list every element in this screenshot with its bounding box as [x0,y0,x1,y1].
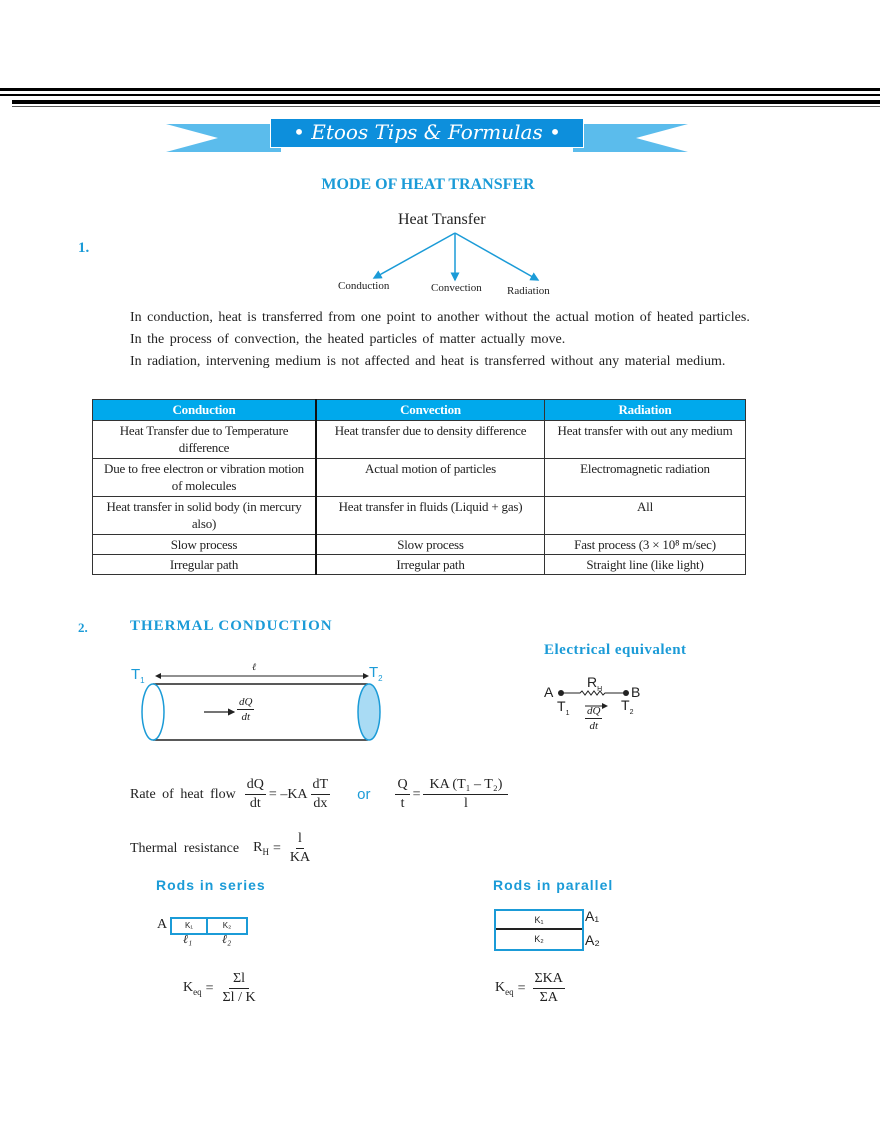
table-header: Radiation [545,400,746,421]
table-row [93,535,746,555]
table-cell: All [545,497,746,535]
fraction: $\frac{l}{KA}$ [289,831,311,865]
series-l2: ℓ₂ [222,932,232,946]
tree-root: Heat Transfer [398,211,486,228]
section-number: 1. [78,240,90,256]
electrical-heat-flow: $\frac{dQ}{dt}$ [587,705,601,732]
table-cell: Fast process (3 × 10⁸ m/sec) [545,535,746,555]
rod-k2: K₂ [222,921,232,930]
tree-child-conduction: Conduction [338,280,390,292]
rod-k1: K₁ [496,911,582,930]
table-cell: Slow process [316,535,545,555]
header-rule [0,88,880,91]
formula-label: Thermal resistance [130,840,240,856]
table-cell: Straight line (like light) [545,555,746,575]
page-title: MODE OF HEAT TRANSFER [321,176,535,193]
thermal-resistance-formula: Thermal resistance $R_H$ = $\frac{l}{KA}$ [130,831,311,865]
rate-of-heat-flow-formula: Rate of heat flow $\frac{dQ}{dt}$ = –KA $\frac{dT}{dx}$ or $\frac{Q}{t}$ = $\frac{\text{KA (T₁ – T₂)}}{l}$ [130,776,511,813]
section-number: 2. [78,620,88,635]
table-header: Convection [316,400,545,421]
cylinder-t2: $T_2$ [369,664,383,683]
node-b: B [631,684,641,700]
fraction: $\frac{\Sigma l}{\Sigma l / K}$ [222,971,256,1005]
table-header: Conduction [93,400,317,421]
cylinder-heat-flow: $\frac{dQ}{dt}$ [239,696,253,723]
section-title: THERMAL CONDUCTION [130,618,333,634]
table-row [93,421,746,459]
formula-label: Rate of heat flow [130,786,236,802]
resistance-label: $R_H$ [587,674,603,693]
node-t1: $T_1$ [557,698,570,717]
parallel-a1: A₁ [585,908,600,924]
parallel-rods [494,909,584,951]
series-rods [170,917,248,935]
table-cell: Slow process [93,535,317,555]
cylinder-t1: $T_1$ [131,666,145,685]
fraction: $\frac{dT}{dx}$ [312,777,329,811]
table-cell: Heat transfer in fluids (Liquid + gas) [316,497,545,535]
fraction: $\frac{dQ}{dt}$ [246,777,264,811]
table-header-row [93,400,746,421]
fraction: $\frac{Q}{t}$ [397,777,408,811]
fraction: $\frac{\text{KA (T₁ – T₂)}}{l}$ [423,776,508,813]
table-row [93,497,746,535]
banner-title: • Etoos Tips & Formulas • [270,118,584,148]
table-cell: Heat Transfer due to Temperature difference [93,421,317,459]
series-a-label: A [157,917,168,932]
tree-child-convection: Convection [431,282,482,294]
cylinder-diagram [140,670,390,746]
rods-series-title: Rods in series [156,877,266,893]
rod-k1: K₁ [172,919,208,933]
series-keq-formula: $K_{eq}$ = $\frac{\Sigma l}{\Sigma l / K}$ [183,971,256,1005]
rods-parallel-title: Rods in parallel [493,877,614,893]
series-l1: ℓ₁ [183,932,193,946]
header-rule [12,106,880,107]
comparison-table [92,399,746,575]
cylinder-length: ℓ [252,662,257,673]
table-cell: Actual motion of particles [316,459,545,497]
header-rule [0,94,880,96]
table-cell: Electromagnetic radiation [545,459,746,497]
parallel-keq-formula: $K_{eq}$ = $\frac{\text{ΣKA}}{\Sigma A}$ [495,971,563,1005]
paragraph: In the process of convection, the heated particles of matter actually move. [130,332,566,347]
table-cell: Heat transfer due to density difference [316,421,545,459]
tree-child-radiation: Radiation [507,285,550,297]
table-cell: Irregular path [93,555,317,575]
node-t2: $T_2$ [621,697,634,716]
electrical-equivalent-title: Electrical equivalent [544,642,687,658]
paragraph: In conduction, heat is transferred from one point to another without the actual motion of heated particles. [130,310,750,325]
node-a: A [544,684,554,700]
header-rule [12,100,880,104]
parallel-a2: A₂ [585,932,600,948]
paragraph: In radiation, intervening medium is not affected and heat is transferred without any material medium. [130,354,726,369]
fraction: $\frac{\text{ΣKA}}{\Sigma A}$ [534,971,563,1005]
table-cell: Heat transfer with out any medium [545,421,746,459]
table-cell: Heat transfer in solid body (in mercury also) [93,497,317,535]
table-row [93,459,746,497]
table-cell: Irregular path [316,555,545,575]
tree-arrows [360,230,560,285]
table-row [93,555,746,575]
table-cell: Due to free electron or vibration motion of molecules [93,459,317,497]
rod-k2: K₂ [534,934,544,944]
